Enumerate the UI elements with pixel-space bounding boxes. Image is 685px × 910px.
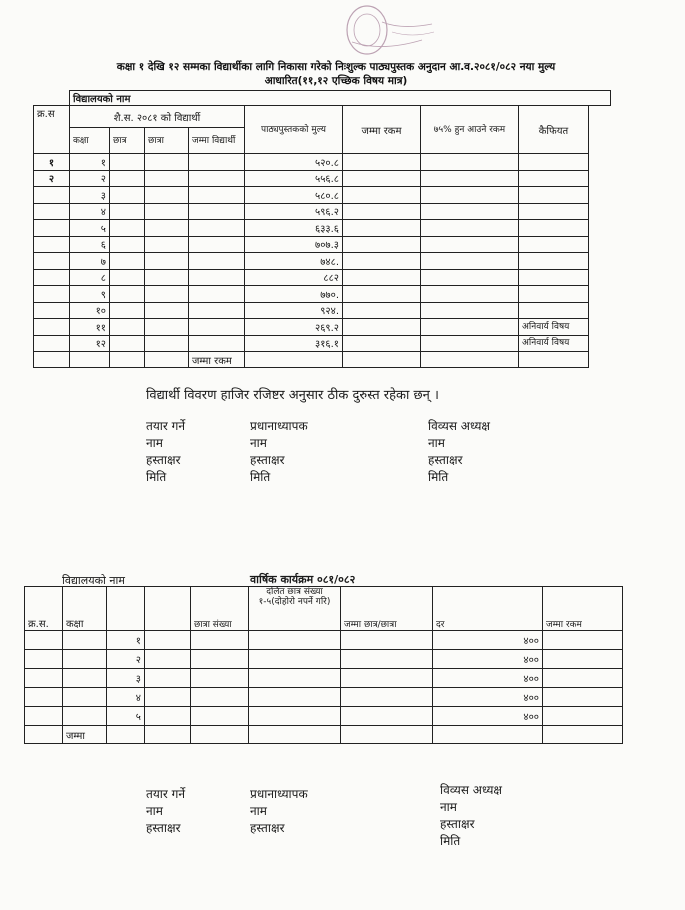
- cell-sn: [34, 335, 70, 352]
- cell-class: १: [107, 631, 145, 650]
- col-header-boys: छात्र: [110, 128, 145, 154]
- cell-book-price: ७०७.३: [245, 236, 343, 253]
- col-header-total-students: जम्मा विद्यार्थी: [189, 128, 245, 154]
- table-row: [34, 203, 611, 220]
- cell-total-students: [189, 319, 245, 336]
- table-cell: [145, 650, 191, 669]
- school-name-label: विद्यालयको नाम: [70, 91, 611, 106]
- table-cell: [63, 707, 107, 726]
- cell-girls: [145, 302, 189, 319]
- table-cell: [25, 688, 63, 707]
- sig-line: नाम: [250, 804, 267, 818]
- cell-class: ३: [107, 669, 145, 688]
- cell-girls: [145, 253, 189, 270]
- cell-rate: ४००: [433, 669, 543, 688]
- sig-line: हस्ताक्षर: [428, 453, 463, 467]
- cell-book-price: ९२४.: [245, 302, 343, 319]
- sig-line: मिति: [440, 834, 461, 848]
- table-cell: [543, 669, 623, 688]
- table-cell: [191, 631, 249, 650]
- cell-remark: [519, 236, 589, 253]
- annual-program-table: [24, 586, 623, 744]
- cell-class: १२: [70, 335, 110, 352]
- sig-line: तयार गर्ने: [146, 787, 186, 801]
- cell-class: २: [70, 170, 110, 187]
- sig-line: प्रधानाध्यापक: [250, 787, 308, 801]
- cell-book-price: २६९.२: [245, 319, 343, 336]
- total-amount-label: जम्मा रकम: [189, 352, 245, 368]
- t2-col-header-dalit: दलित छात्र संख्या १-५(दोहोरो नपर्ने गरि): [249, 587, 341, 631]
- table-row: [25, 631, 623, 650]
- cell-class: ३: [70, 187, 110, 204]
- signature2-headteacher: [250, 786, 308, 837]
- cell-girls: [145, 236, 189, 253]
- table-cell: [63, 688, 107, 707]
- cell-class: ४: [70, 203, 110, 220]
- table-cell: [249, 631, 341, 650]
- cell-total-students: [189, 187, 245, 204]
- cell-remark: [519, 170, 589, 187]
- textbook-grant-table: [33, 90, 611, 368]
- table-cell: [25, 669, 63, 688]
- cell-class: ५: [70, 220, 110, 237]
- cell-75pct: [421, 187, 519, 204]
- cell-girls: [145, 170, 189, 187]
- cell-boys: [110, 335, 145, 352]
- cell-boys: [110, 187, 145, 204]
- cell-75pct: [421, 319, 519, 336]
- cell-class: ५: [107, 707, 145, 726]
- cell-boys: [110, 302, 145, 319]
- col-header-remarks: कैफियत: [519, 106, 589, 154]
- cell-remark: अनिवार्य विषय: [519, 319, 589, 336]
- cell-sn: [34, 302, 70, 319]
- cell-75pct: [421, 170, 519, 187]
- heading-line-2: आधारित(११,१२ एच्छिक विषय मात्र): [264, 75, 408, 87]
- cell-75pct: [421, 203, 519, 220]
- sig-line: हस्ताक्षर: [146, 453, 181, 467]
- document-heading: [36, 60, 636, 88]
- cell-75pct: [421, 286, 519, 303]
- sig-line: हस्ताक्षर: [250, 821, 285, 835]
- cell-total-amount: [343, 236, 421, 253]
- cell-remark: [519, 203, 589, 220]
- cell-boys: [110, 203, 145, 220]
- cell-girls: [145, 335, 189, 352]
- cell-total-students: [189, 269, 245, 286]
- cell-total-amount: [343, 335, 421, 352]
- sig-line: हस्ताक्षर: [440, 817, 475, 831]
- sig-line: हस्ताक्षर: [146, 821, 181, 835]
- table-row: [25, 669, 623, 688]
- table-cell: [191, 669, 249, 688]
- cell-class: ४: [107, 688, 145, 707]
- table-cell: [145, 707, 191, 726]
- t2-total-label: जम्मा: [63, 726, 107, 744]
- col-header-75pct: ७५% हुन आउने रकम: [421, 106, 519, 154]
- cell-book-price: ६३३.६: [245, 220, 343, 237]
- cell-boys: [110, 319, 145, 336]
- cell-class: २: [107, 650, 145, 669]
- table-row: [25, 707, 623, 726]
- sig-line: नाम: [440, 800, 457, 814]
- col-header-students: शै.स. २०८१ को विद्यार्थी: [70, 106, 245, 128]
- table-row: [34, 154, 611, 171]
- cell-book-price: ८८२: [245, 269, 343, 286]
- signature-smc-chair: [428, 418, 490, 486]
- t2-col-header-class: कक्षा: [63, 587, 107, 631]
- table-cell: [543, 688, 623, 707]
- cell-total-amount: [343, 187, 421, 204]
- cell-total-amount: [343, 154, 421, 171]
- table-row: [34, 253, 611, 270]
- cell-class: ७: [70, 253, 110, 270]
- annual-program-title: वार्षिक कार्यक्रम ०८१/०८२: [250, 573, 356, 586]
- sig-line: मिति: [146, 470, 167, 484]
- cell-total-amount: [343, 286, 421, 303]
- table-cell: [25, 707, 63, 726]
- cell-sn: [34, 187, 70, 204]
- cell-remark: [519, 253, 589, 270]
- sig-line: नाम: [146, 804, 163, 818]
- table-row: [34, 187, 611, 204]
- cell-rate: ४००: [433, 707, 543, 726]
- cell-total-students: [189, 335, 245, 352]
- cell-total-students: [189, 236, 245, 253]
- cell-total-students: [189, 302, 245, 319]
- cell-sn: २: [34, 170, 70, 187]
- cell-sn: [34, 286, 70, 303]
- sig-line: मिति: [428, 470, 449, 484]
- table-cell: [191, 688, 249, 707]
- table-cell: [25, 631, 63, 650]
- t2-col-header-total: जम्मा छात्र/छात्रा: [341, 587, 433, 631]
- table-cell: [63, 650, 107, 669]
- table-cell: [191, 707, 249, 726]
- cell-boys: [110, 253, 145, 270]
- cell-boys: [110, 154, 145, 171]
- sig-line: विव्यस अध्यक्ष: [428, 419, 491, 433]
- cell-sn: [34, 203, 70, 220]
- cell-class: ११: [70, 319, 110, 336]
- cell-total-students: [189, 154, 245, 171]
- signature2-smc-chair: [440, 782, 502, 850]
- cell-sn: [34, 269, 70, 286]
- table-row: [25, 650, 623, 669]
- table-cell: [341, 707, 433, 726]
- cell-75pct: [421, 253, 519, 270]
- table-cell: [341, 650, 433, 669]
- cell-remark: [519, 286, 589, 303]
- table-cell: [249, 669, 341, 688]
- cell-rate: ४००: [433, 650, 543, 669]
- sig-line: मिति: [250, 470, 271, 484]
- table-row: [25, 688, 623, 707]
- cell-remark: [519, 302, 589, 319]
- col-header-girls: छात्रा: [145, 128, 189, 154]
- col-header-sn: क्र.स: [34, 106, 70, 154]
- cell-class: ६: [70, 236, 110, 253]
- table-cell: [543, 631, 623, 650]
- table-cell: [145, 669, 191, 688]
- cell-girls: [145, 154, 189, 171]
- cell-class: १०: [70, 302, 110, 319]
- cell-book-price: ३१६.१: [245, 335, 343, 352]
- col-header-book-price: पाठ्यपुस्तकको मुल्य: [245, 106, 343, 154]
- cell-total-amount: [343, 302, 421, 319]
- signature2-prepared-by: [146, 786, 185, 837]
- cell-total-amount: [343, 269, 421, 286]
- cell-boys: [110, 286, 145, 303]
- cell-sn: [34, 236, 70, 253]
- cell-total-students: [189, 170, 245, 187]
- cell-girls: [145, 286, 189, 303]
- table-row: [34, 170, 611, 187]
- table-row: [34, 269, 611, 286]
- cell-75pct: [421, 269, 519, 286]
- cell-75pct: [421, 220, 519, 237]
- cell-sn: [34, 253, 70, 270]
- cell-total-students: [189, 253, 245, 270]
- cell-sn: १: [34, 154, 70, 171]
- table-cell: [341, 669, 433, 688]
- table-cell: [145, 631, 191, 650]
- table-cell: [543, 707, 623, 726]
- cell-total-amount: [343, 170, 421, 187]
- table-row: [34, 302, 611, 319]
- sig-line: नाम: [250, 436, 267, 450]
- table-cell: [145, 688, 191, 707]
- table-cell: [25, 650, 63, 669]
- cell-sn: [34, 220, 70, 237]
- cell-remark: [519, 269, 589, 286]
- cell-total-amount: [343, 319, 421, 336]
- cell-boys: [110, 269, 145, 286]
- cell-book-price: ७७०.: [245, 286, 343, 303]
- sig-line: नाम: [428, 436, 445, 450]
- table-row: [34, 335, 611, 352]
- table-row: [34, 319, 611, 336]
- table-cell: [249, 707, 341, 726]
- cell-boys: [110, 220, 145, 237]
- t2-col-header-girls: छात्रा संख्या: [191, 587, 249, 631]
- sig-line: प्रधानाध्यापक: [250, 419, 308, 433]
- cell-remark: [519, 154, 589, 171]
- cell-girls: [145, 220, 189, 237]
- school-seal-stamp: [322, 2, 440, 60]
- signature-headteacher: [250, 418, 308, 486]
- t2-col-header-rate: दर: [433, 587, 543, 631]
- cell-girls: [145, 319, 189, 336]
- declaration-text: विद्यार्थी विवरण हाजिर रजिष्टर अनुसार ठीक दुरुस्त रहेका छन् ।: [146, 388, 439, 403]
- cell-total-amount: [343, 220, 421, 237]
- cell-rate: ४००: [433, 631, 543, 650]
- school-name-label-2: विद्यालयको नाम: [62, 574, 125, 587]
- t2-col-header-amount: जम्मा रकम: [543, 587, 623, 631]
- cell-total-students: [189, 203, 245, 220]
- table-cell: [341, 688, 433, 707]
- cell-75pct: [421, 302, 519, 319]
- cell-sn: [34, 319, 70, 336]
- cell-total-students: [189, 220, 245, 237]
- cell-total-amount: [343, 253, 421, 270]
- table-cell: [249, 688, 341, 707]
- cell-class: ८: [70, 269, 110, 286]
- table-cell: [63, 669, 107, 688]
- signature-prepared-by: [146, 418, 185, 486]
- cell-class: ९: [70, 286, 110, 303]
- cell-75pct: [421, 154, 519, 171]
- cell-remark: [519, 187, 589, 204]
- cell-book-price: ५५६.८: [245, 170, 343, 187]
- col-header-total-amount: जम्मा रकम: [343, 106, 421, 154]
- cell-boys: [110, 170, 145, 187]
- cell-book-price: ७४८.: [245, 253, 343, 270]
- cell-book-price: ५८०.८: [245, 187, 343, 204]
- cell-remark: [519, 220, 589, 237]
- cell-boys: [110, 236, 145, 253]
- cell-girls: [145, 269, 189, 286]
- table-cell: [249, 650, 341, 669]
- cell-total-amount: [343, 203, 421, 220]
- sig-line: नाम: [146, 436, 163, 450]
- cell-book-price: ५२०.८: [245, 154, 343, 171]
- table-cell: [191, 650, 249, 669]
- table-row: [34, 236, 611, 253]
- sig-line: विव्यस अध्यक्ष: [440, 783, 503, 797]
- cell-remark: अनिवार्य विषय: [519, 335, 589, 352]
- table-cell: [341, 631, 433, 650]
- cell-75pct: [421, 236, 519, 253]
- sig-line: तयार गर्ने: [146, 419, 186, 433]
- cell-total-students: [189, 286, 245, 303]
- cell-class: १: [70, 154, 110, 171]
- col-header-class: कक्षा: [70, 128, 110, 154]
- cell-rate: ४००: [433, 688, 543, 707]
- t2-col-header-sn: क्र.स.: [25, 587, 63, 631]
- table-cell: [543, 650, 623, 669]
- cell-book-price: ५९६.२: [245, 203, 343, 220]
- table-row: [34, 286, 611, 303]
- cell-75pct: [421, 335, 519, 352]
- table-cell: [63, 631, 107, 650]
- cell-girls: [145, 187, 189, 204]
- table-row: [34, 220, 611, 237]
- heading-line-1: कक्षा १ देखि १२ सम्मका विद्यार्थीका लागि निकासा गरेको निःशुल्क पाठ्यपुस्तक अनुदान आ.व.२०८१/०८२ नया मुल्य: [116, 61, 556, 73]
- sig-line: हस्ताक्षर: [250, 453, 285, 467]
- cell-girls: [145, 203, 189, 220]
